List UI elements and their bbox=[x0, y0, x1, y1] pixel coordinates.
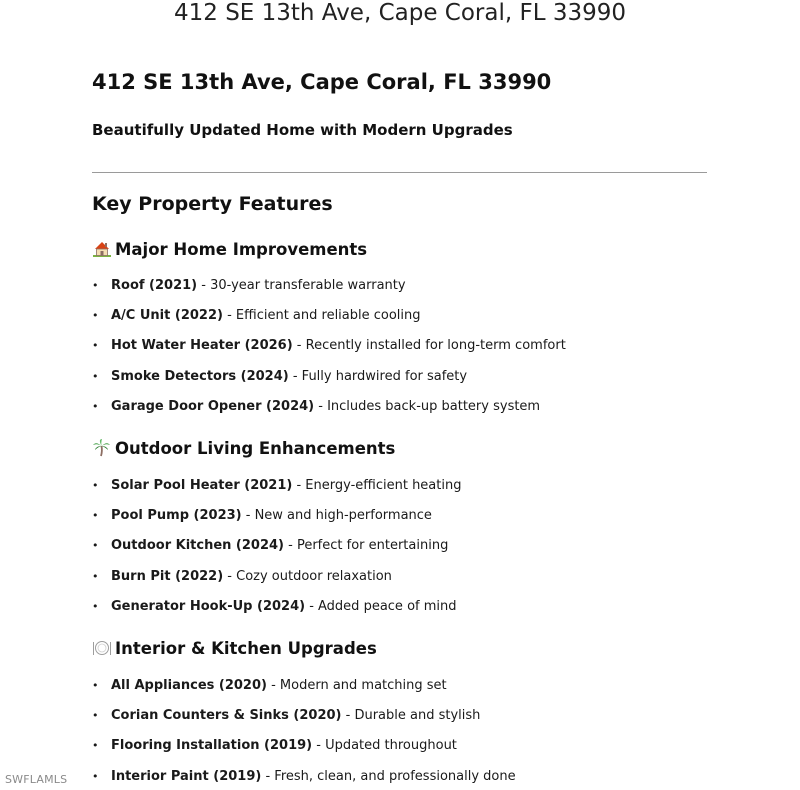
plate-cutlery-icon bbox=[92, 639, 112, 657]
bullet: • bbox=[92, 369, 99, 383]
list-item bbox=[92, 737, 516, 767]
feature-description: - Efficient and reliable cooling bbox=[222, 308, 421, 324]
feature-name: A/C Unit (2022) bbox=[111, 308, 223, 324]
feature-description: - Durable and stylish bbox=[341, 708, 481, 724]
feature-name: Interior Paint (2019) bbox=[111, 768, 262, 784]
feature-name: Burn Pit (2022) bbox=[111, 568, 224, 584]
feature-description: - Perfect for entertaining bbox=[284, 538, 449, 554]
section-title: Outdoor Living Enhancements bbox=[115, 439, 396, 458]
feature-name: Generator Hook-Up (2024) bbox=[111, 598, 306, 614]
feature-description: - Includes back-up battery system bbox=[314, 398, 541, 414]
list-item bbox=[92, 398, 566, 428]
bullet: • bbox=[92, 509, 99, 523]
list-item bbox=[92, 368, 566, 398]
feature-name: All Appliances (2020) bbox=[111, 678, 267, 693]
feature-description: - Recently installed for long-term comfort bbox=[292, 338, 566, 354]
horizontal-divider bbox=[92, 172, 707, 173]
list-item bbox=[92, 537, 461, 567]
list-item bbox=[92, 307, 566, 337]
section-heading-interior-kitchen bbox=[92, 638, 377, 660]
section-heading-outdoor-living bbox=[92, 438, 395, 460]
bullet: • bbox=[92, 479, 99, 492]
list-item bbox=[92, 277, 566, 307]
palm-tree-icon bbox=[92, 439, 112, 457]
feature-description: - Fully hardwired for safety bbox=[288, 368, 468, 384]
feature-list-major-improvements bbox=[92, 277, 566, 428]
house-icon bbox=[92, 240, 112, 258]
feature-description: - Modern and matching set bbox=[266, 678, 447, 693]
feature-description: - Added peace of mind bbox=[305, 598, 457, 614]
feature-description: - New and high-performance bbox=[241, 508, 432, 524]
watermark: SWFLAMLS bbox=[5, 773, 68, 786]
list-item bbox=[92, 477, 461, 507]
bullet: • bbox=[92, 339, 99, 353]
bullet: • bbox=[92, 739, 99, 753]
bullet: • bbox=[92, 709, 99, 723]
list-item bbox=[92, 337, 566, 367]
feature-description: - Cozy outdoor relaxation bbox=[223, 568, 392, 584]
feature-list-interior-kitchen bbox=[92, 677, 516, 790]
feature-name: Smoke Detectors (2024) bbox=[111, 368, 289, 384]
section-title: Interior & Kitchen Upgrades bbox=[115, 639, 377, 658]
features-heading: Key Property Features bbox=[92, 193, 333, 215]
feature-name: Pool Pump (2023) bbox=[111, 508, 242, 524]
feature-list-outdoor-living bbox=[92, 477, 461, 628]
feature-name: Corian Counters & Sinks (2020) bbox=[111, 708, 342, 724]
bullet: • bbox=[92, 399, 99, 413]
bullet: • bbox=[92, 309, 99, 323]
bullet: • bbox=[92, 599, 99, 613]
list-item bbox=[92, 768, 516, 790]
list-item bbox=[92, 507, 461, 537]
feature-description: - 30-year transferable warranty bbox=[197, 278, 406, 293]
list-item bbox=[92, 568, 461, 598]
feature-description: - Fresh, clean, and professionally done bbox=[261, 768, 516, 784]
property-subtitle: Beautifully Updated Home with Modern Upgrades bbox=[92, 121, 513, 139]
list-item bbox=[92, 677, 516, 707]
property-address: 412 SE 13th Ave, Cape Coral, FL 33990 bbox=[92, 70, 552, 94]
section-heading-major-improvements bbox=[92, 239, 367, 261]
bullet: • bbox=[92, 279, 99, 292]
feature-description: - Energy-efficient heating bbox=[292, 478, 462, 493]
feature-name: Hot Water Heater (2026) bbox=[111, 338, 293, 354]
feature-name: Flooring Installation (2019) bbox=[111, 738, 313, 754]
feature-description: - Updated throughout bbox=[312, 738, 457, 754]
bullet: • bbox=[92, 769, 99, 783]
section-title: Major Home Improvements bbox=[115, 240, 368, 259]
feature-name: Garage Door Opener (2024) bbox=[111, 398, 315, 414]
bullet: • bbox=[92, 569, 99, 583]
bullet: • bbox=[92, 539, 99, 553]
feature-name: Outdoor Kitchen (2024) bbox=[111, 538, 284, 554]
list-item bbox=[92, 598, 461, 628]
list-item bbox=[92, 707, 516, 737]
feature-name: Solar Pool Heater (2021) bbox=[111, 478, 293, 493]
bullet: • bbox=[92, 679, 99, 692]
page-caption: 412 SE 13th Ave, Cape Coral, FL 33990 bbox=[173, 0, 627, 26]
feature-name: Roof (2021) bbox=[111, 278, 198, 293]
